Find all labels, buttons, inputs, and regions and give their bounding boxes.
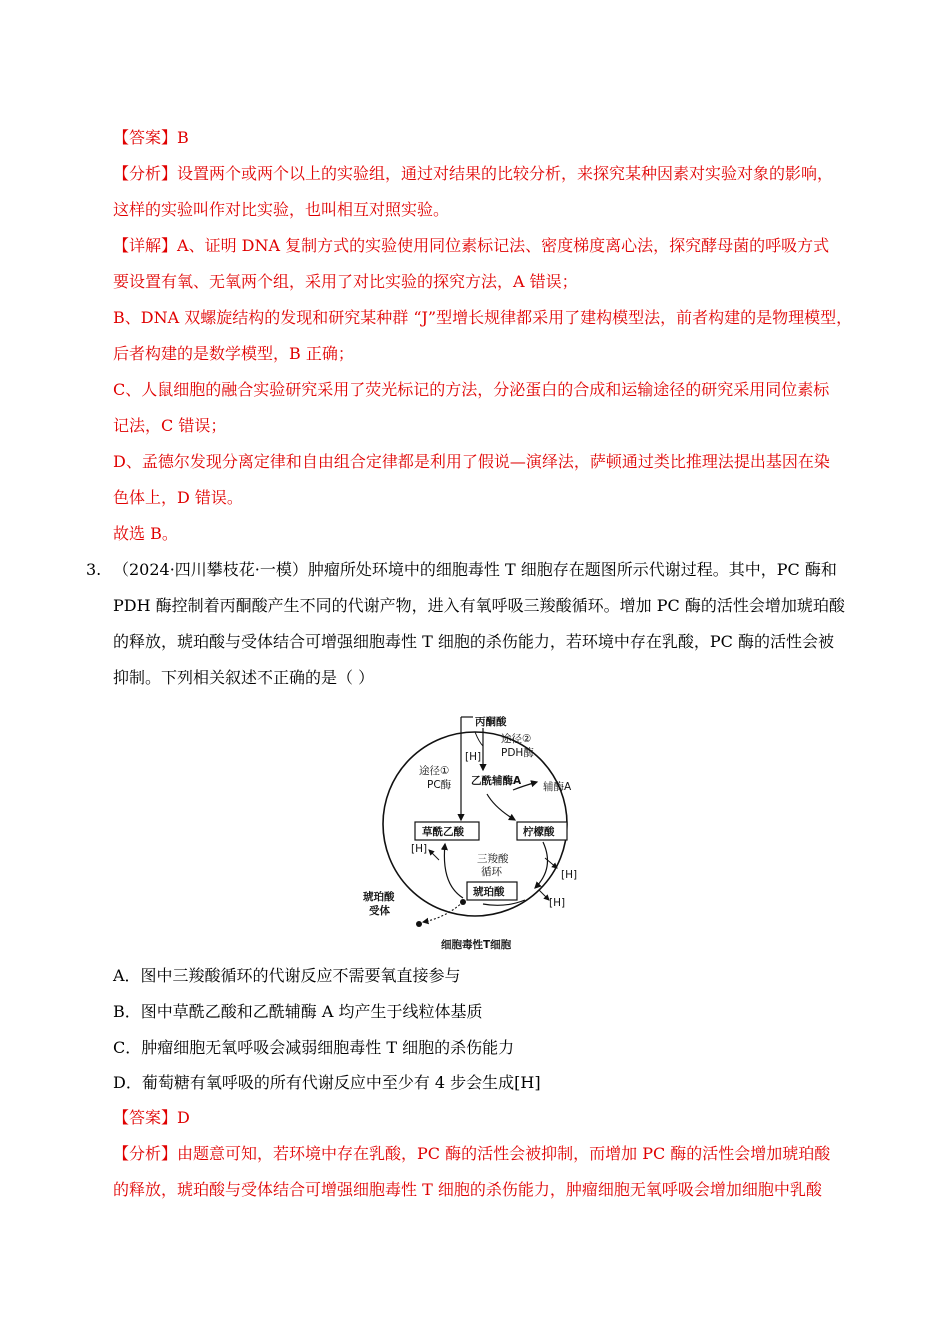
h-label-left: [H] [411,843,428,855]
q3-analysis-text: 由题意可知，若环境中存在乳酸，PC 酶的活性会被抑制，而增加 PC 酶的活性会增加琥珀酸 [177,1144,831,1163]
q3-answer-line [113,1108,190,1128]
detail-line-1 [113,236,829,256]
detail-tag: 【详解】 [113,236,178,255]
analysis-text: 设置两个或两个以上的实验组，通过对结果的比较分析，来探究某种因素对实验对象的影响， [177,164,834,183]
receptor-label-2: 受体 [369,905,390,917]
tca-label-2: 循环 [481,866,502,878]
option-a: A．图中三羧酸循环的代谢反应不需要氧直接参与 [113,966,461,985]
pc-label: PC酶 [427,779,452,791]
oxaloacetate-label: 草酰乙酸 [422,826,464,838]
detail-line-7: D、孟德尔发现分离定律和自由组合定律都是利用了假说—演绎法，萨顿通过类比推理法提出基因在染 [113,452,830,471]
question-number: 3. [86,560,102,579]
succinate-label: 琥珀酸 [473,886,505,898]
conclusion-line: 故选 B。 [113,524,178,543]
answer-tag: 【答案】 [113,128,178,147]
stem-line-3: 的释放，琥珀酸与受体结合可增强细胞毒性 T 细胞的杀伤能力，若环境中存在乳酸，PC 酶的活性会被 [113,632,834,651]
cell-label: 细胞毒性T细胞 [441,939,512,951]
stem-line-4: 抑制。下列相关叙述不正确的是（ ） [113,668,375,687]
analysis-tag: 【分析】 [113,164,178,183]
detail-line-4: 后者构建的是数学模型，B 正确； [113,344,354,363]
q3-analysis-line-1 [113,1144,830,1164]
q3-answer-tag: 【答案】 [113,1108,178,1127]
path2-label: 途径② [501,733,532,745]
receptor-dot [416,921,422,927]
stem-line-1: （2024·四川攀枝花·一模）肿瘤所处环境中的细胞毒性 T 细胞存在题图所示代谢过程。其中，PC 酶和 [113,560,837,579]
detail-line-6: 记法，C 错误； [113,416,227,435]
option-d: D．葡萄糖有氧呼吸的所有代谢反应中至少有 4 步会生成[H] [113,1073,541,1092]
coa-label: 辅酶A [543,781,572,793]
pdh-label: PDH酶 [501,747,534,759]
h-label-top: [H] [465,751,482,763]
path1-label: 途径① [419,765,450,777]
analysis-line-1 [113,164,833,184]
detail-line-2: 要设置有氧、无氧两个组，采用了对比实验的探究方法，A 错误； [113,272,578,291]
answer-line [113,128,189,148]
q3-analysis-tag: 【分析】 [113,1144,178,1163]
pyruvate-label: 丙酮酸 [475,716,507,728]
h-label-right-1: [H] [561,869,578,881]
tca-label-1: 三羧酸 [477,853,509,865]
q3-answer-value: D [177,1108,190,1127]
receptor-label-1: 琥珀酸 [363,891,395,903]
acetylcoa-label: 乙酰辅酶A [471,775,522,787]
stem-line-2: PDH 酶控制着丙酮酸产生不同的代谢产物，进入有氧呼吸三羧酸循环。增加 PC 酶的活性会增加琥珀酸 [113,596,845,615]
detail-line-8: 色体上，D 错误。 [113,488,243,507]
detail-text: A、证明 DNA 复制方式的实验使用同位素标记法、密度梯度离心法，探究酵母菌的呼吸方式 [177,236,830,255]
answer-value: B [177,128,189,147]
detail-line-5: C、人鼠细胞的融合实验研究采用了荧光标记的方法，分泌蛋白的合成和运输途径的研究采用同位素标 [113,380,830,399]
q3-analysis-line-2: 的释放，琥珀酸与受体结合可增强细胞毒性 T 细胞的杀伤能力，肿瘤细胞无氧呼吸会增加细胞中乳酸 [113,1180,822,1199]
citrate-label: 柠檬酸 [523,826,555,838]
detail-line-3: B、DNA 双螺旋结构的发现和研究某种群 “J”型增长规律都采用了建构模型法，前者构建的是物理模型， [113,308,853,327]
option-b: B．图中草酰乙酸和乙酰辅酶 A 均产生于线粒体基质 [113,1002,483,1021]
h-label-right-2: [H] [549,897,566,909]
option-c: C．肿瘤细胞无氧呼吸会减弱细胞毒性 T 细胞的杀伤能力 [113,1038,515,1057]
metabolism-diagram [355,708,595,956]
analysis-line-2: 这样的实验叫作对比实验，也叫相互对照实验。 [113,200,450,219]
